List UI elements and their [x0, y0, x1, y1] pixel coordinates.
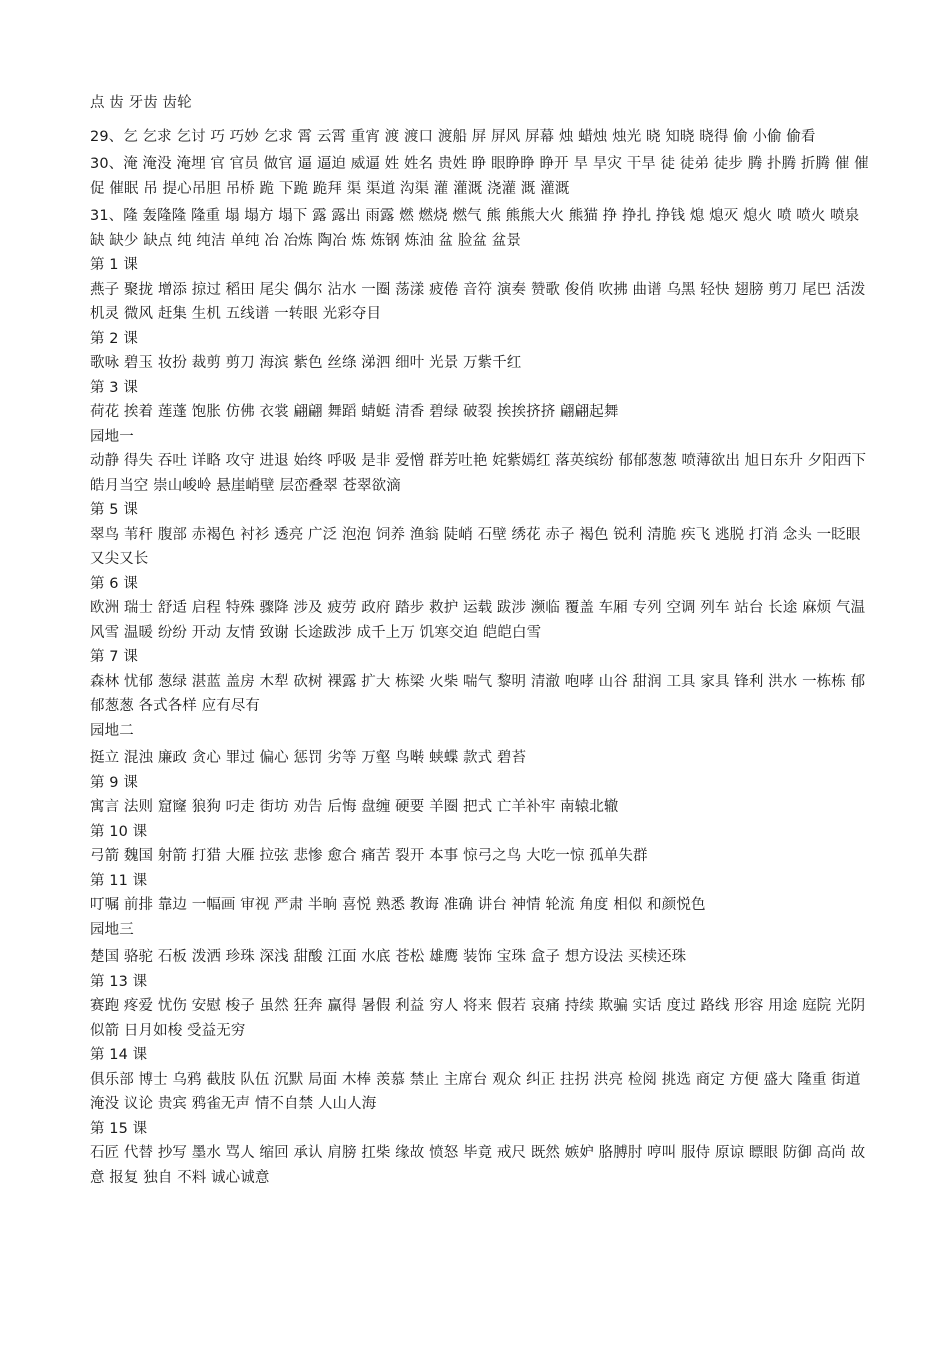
section-heading: 第 7 课 [90, 649, 138, 665]
section-heading: 第 6 课 [90, 575, 138, 592]
lesson-30-words: 30、淹 淹没 淹埋 官 官员 做官 逼 逼迫 威逼 姓 姓名 贵姓 睁 眼睁睁 睁开 旱 旱灾 干旱 徒 徒弟 徒步 腾 扑腾 折腾 催 催促 催眠 吊 提心吊胆 吊桥 跪 下跪 跪拜 渠 渠道 沟渠 灌 灌溉 浇灌 溉 灌溉 [90, 156, 869, 197]
section-heading: 第 2 课 [90, 330, 138, 347]
word-list: 动静 得失 吞吐 详略 攻守 进退 始终 呼吸 是非 爱憎 群芳吐艳 姹紫嫣红 落英缤纷 郁郁葱葱 喷薄欲出 旭日东升 夕阳西下 皓月当空 崇山峻岭 悬崖峭壁 层峦叠翠 苍翠欲滴 [90, 453, 867, 494]
text-line: 点 齿 牙齿 齿轮 [90, 95, 192, 111]
word-list: 翠鸟 苇秆 腹部 赤褐色 衬衫 透亮 广泛 泡泡 饲养 渔翁 陡峭 石壁 绣花 赤子 褐色 锐利 清脆 疾飞 逃脱 打消 念头 一眨眼 又尖又长 [90, 526, 861, 567]
section-heading: 第 3 课 [90, 379, 138, 396]
word-list: 石匠 代替 抄写 墨水 骂人 缩回 承认 肩膀 扛柴 缘故 愤怒 毕竟 戒尺 既然 嫉妒 胳膊肘 哼叫 服侍 原谅 瞟眼 防御 高尚 故意 报复 独自 不料 诚心诚意 [90, 1145, 866, 1186]
word-list: 欧洲 瑞士 舒适 启程 特殊 骤降 涉及 疲劳 政府 踏步 救护 运载 跋涉 濒临 覆盖 车厢 专列 空调 列车 站台 长途 麻烦 气温 风雪 温暖 纷纷 开动 友情 致谢 长途跋涉 成千上万 饥寒交迫 皑皑白雪 [90, 600, 866, 641]
word-list: 赛跑 疼爱 忧伤 安慰 梭子 虽然 狂奔 赢得 暑假 利益 穷人 将来 假若 哀痛 持续 欺骗 实话 度过 路线 形容 用途 庭院 光阴似箭 日月如梭 受益无穷 [90, 998, 866, 1039]
word-list: 挺立 混浊 廉政 贪心 罪过 偏心 惩罚 劣等 万壑 鸟啭 蛱蝶 款式 碧苔 [90, 750, 527, 766]
section-heading: 第 14 课 [90, 1047, 148, 1063]
word-list: 楚国 骆驼 石板 泼洒 珍珠 深浅 甜酸 江面 水底 苍松 雄鹰 装饰 宝珠 盒子 想方设法 买椟还珠 [90, 949, 687, 965]
section-heading: 第 10 课 [90, 823, 148, 840]
section-heading: 第 5 课 [90, 502, 138, 518]
word-list: 叮嘱 前排 靠边 一幅画 审视 严肃 半晌 喜悦 熟悉 教诲 准确 讲台 神情 轮流 角度 相似 和颜悦色 [90, 897, 706, 913]
word-list: 歌咏 碧玉 妆扮 裁剪 剪刀 海滨 紫色 丝绦 涕泗 细叶 光景 万紫千红 [90, 355, 522, 371]
section-heading: 园地二 [90, 722, 134, 739]
lesson-31-words: 31、隆 轰隆隆 隆重 塌 塌方 塌下 露 露出 雨露 燃 燃烧 燃气 熊 熊熊大火 熊猫 挣 挣扎 挣钱 熄 熄灭 熄火 喷 喷火 喷泉 缺 缺少 缺点 纯 纯洁 单纯 冶 冶炼 陶冶 炼 炼钢 炼油 盆 脸盆 盆景 [90, 208, 860, 249]
section-heading: 园地三 [90, 921, 134, 938]
section-heading: 第 11 课 [90, 872, 148, 889]
document-page [90, 91, 870, 1190]
section-heading: 第 15 课 [90, 1120, 148, 1137]
section-heading: 园地一 [90, 428, 134, 445]
word-list: 荷花 挨着 莲蓬 饱胀 仿佛 衣裳 翩翩 舞蹈 蜻蜓 清香 碧绿 破裂 挨挨挤挤 翩翩起舞 [90, 404, 619, 420]
word-list: 森林 忧郁 葱绿 湛蓝 盖房 木犁 砍树 裸露 扩大 栋梁 火柴 喘气 黎明 清澈 咆哮 山谷 甜润 工具 家具 锋利 洪水 一栋栋 郁郁葱葱 各式各样 应有尽有 [90, 673, 866, 714]
word-list: 俱乐部 博士 乌鸦 截肢 队伍 沉默 局面 木棒 羡慕 禁止 主席台 观众 纠正 拄拐 洪亮 检阅 挑选 商定 方便 盛大 隆重 街道 淹没 议论 贵宾 鸦雀无声 情不自禁 人山人海 [90, 1071, 861, 1112]
word-list: 燕子 聚拢 增添 掠过 稻田 尾尖 偶尔 沾水 一圈 荡漾 疲倦 音符 演奏 赞歌 俊俏 吹拂 曲谱 乌黑 轻快 翅膀 剪刀 尾巴 活泼 机灵 微风 赶集 生机 五线谱 一转眼 光彩夺目 [90, 281, 866, 322]
section-heading: 第 13 课 [90, 973, 148, 990]
word-list: 弓箭 魏国 射箭 打猎 大雁 拉弦 悲惨 愈合 痛苦 裂开 本事 惊弓之鸟 大吃一惊 孤单失群 [90, 848, 648, 864]
section-heading: 第 9 课 [90, 774, 138, 791]
lesson-29-words: 29、乞 乞求 乞讨 巧 巧妙 乞求 霄 云霄 重宵 渡 渡口 渡船 屏 屏风 屏幕 烛 蜡烛 烛光 晓 知晓 晓得 偷 小偷 偷看 [90, 128, 816, 145]
word-list: 寓言 法则 窟窿 狼狗 叼走 街坊 劝告 后悔 盘缠 硬要 羊圈 把式 亡羊补牢 南辕北辙 [90, 799, 619, 815]
section-heading: 第 1 课 [90, 257, 138, 273]
